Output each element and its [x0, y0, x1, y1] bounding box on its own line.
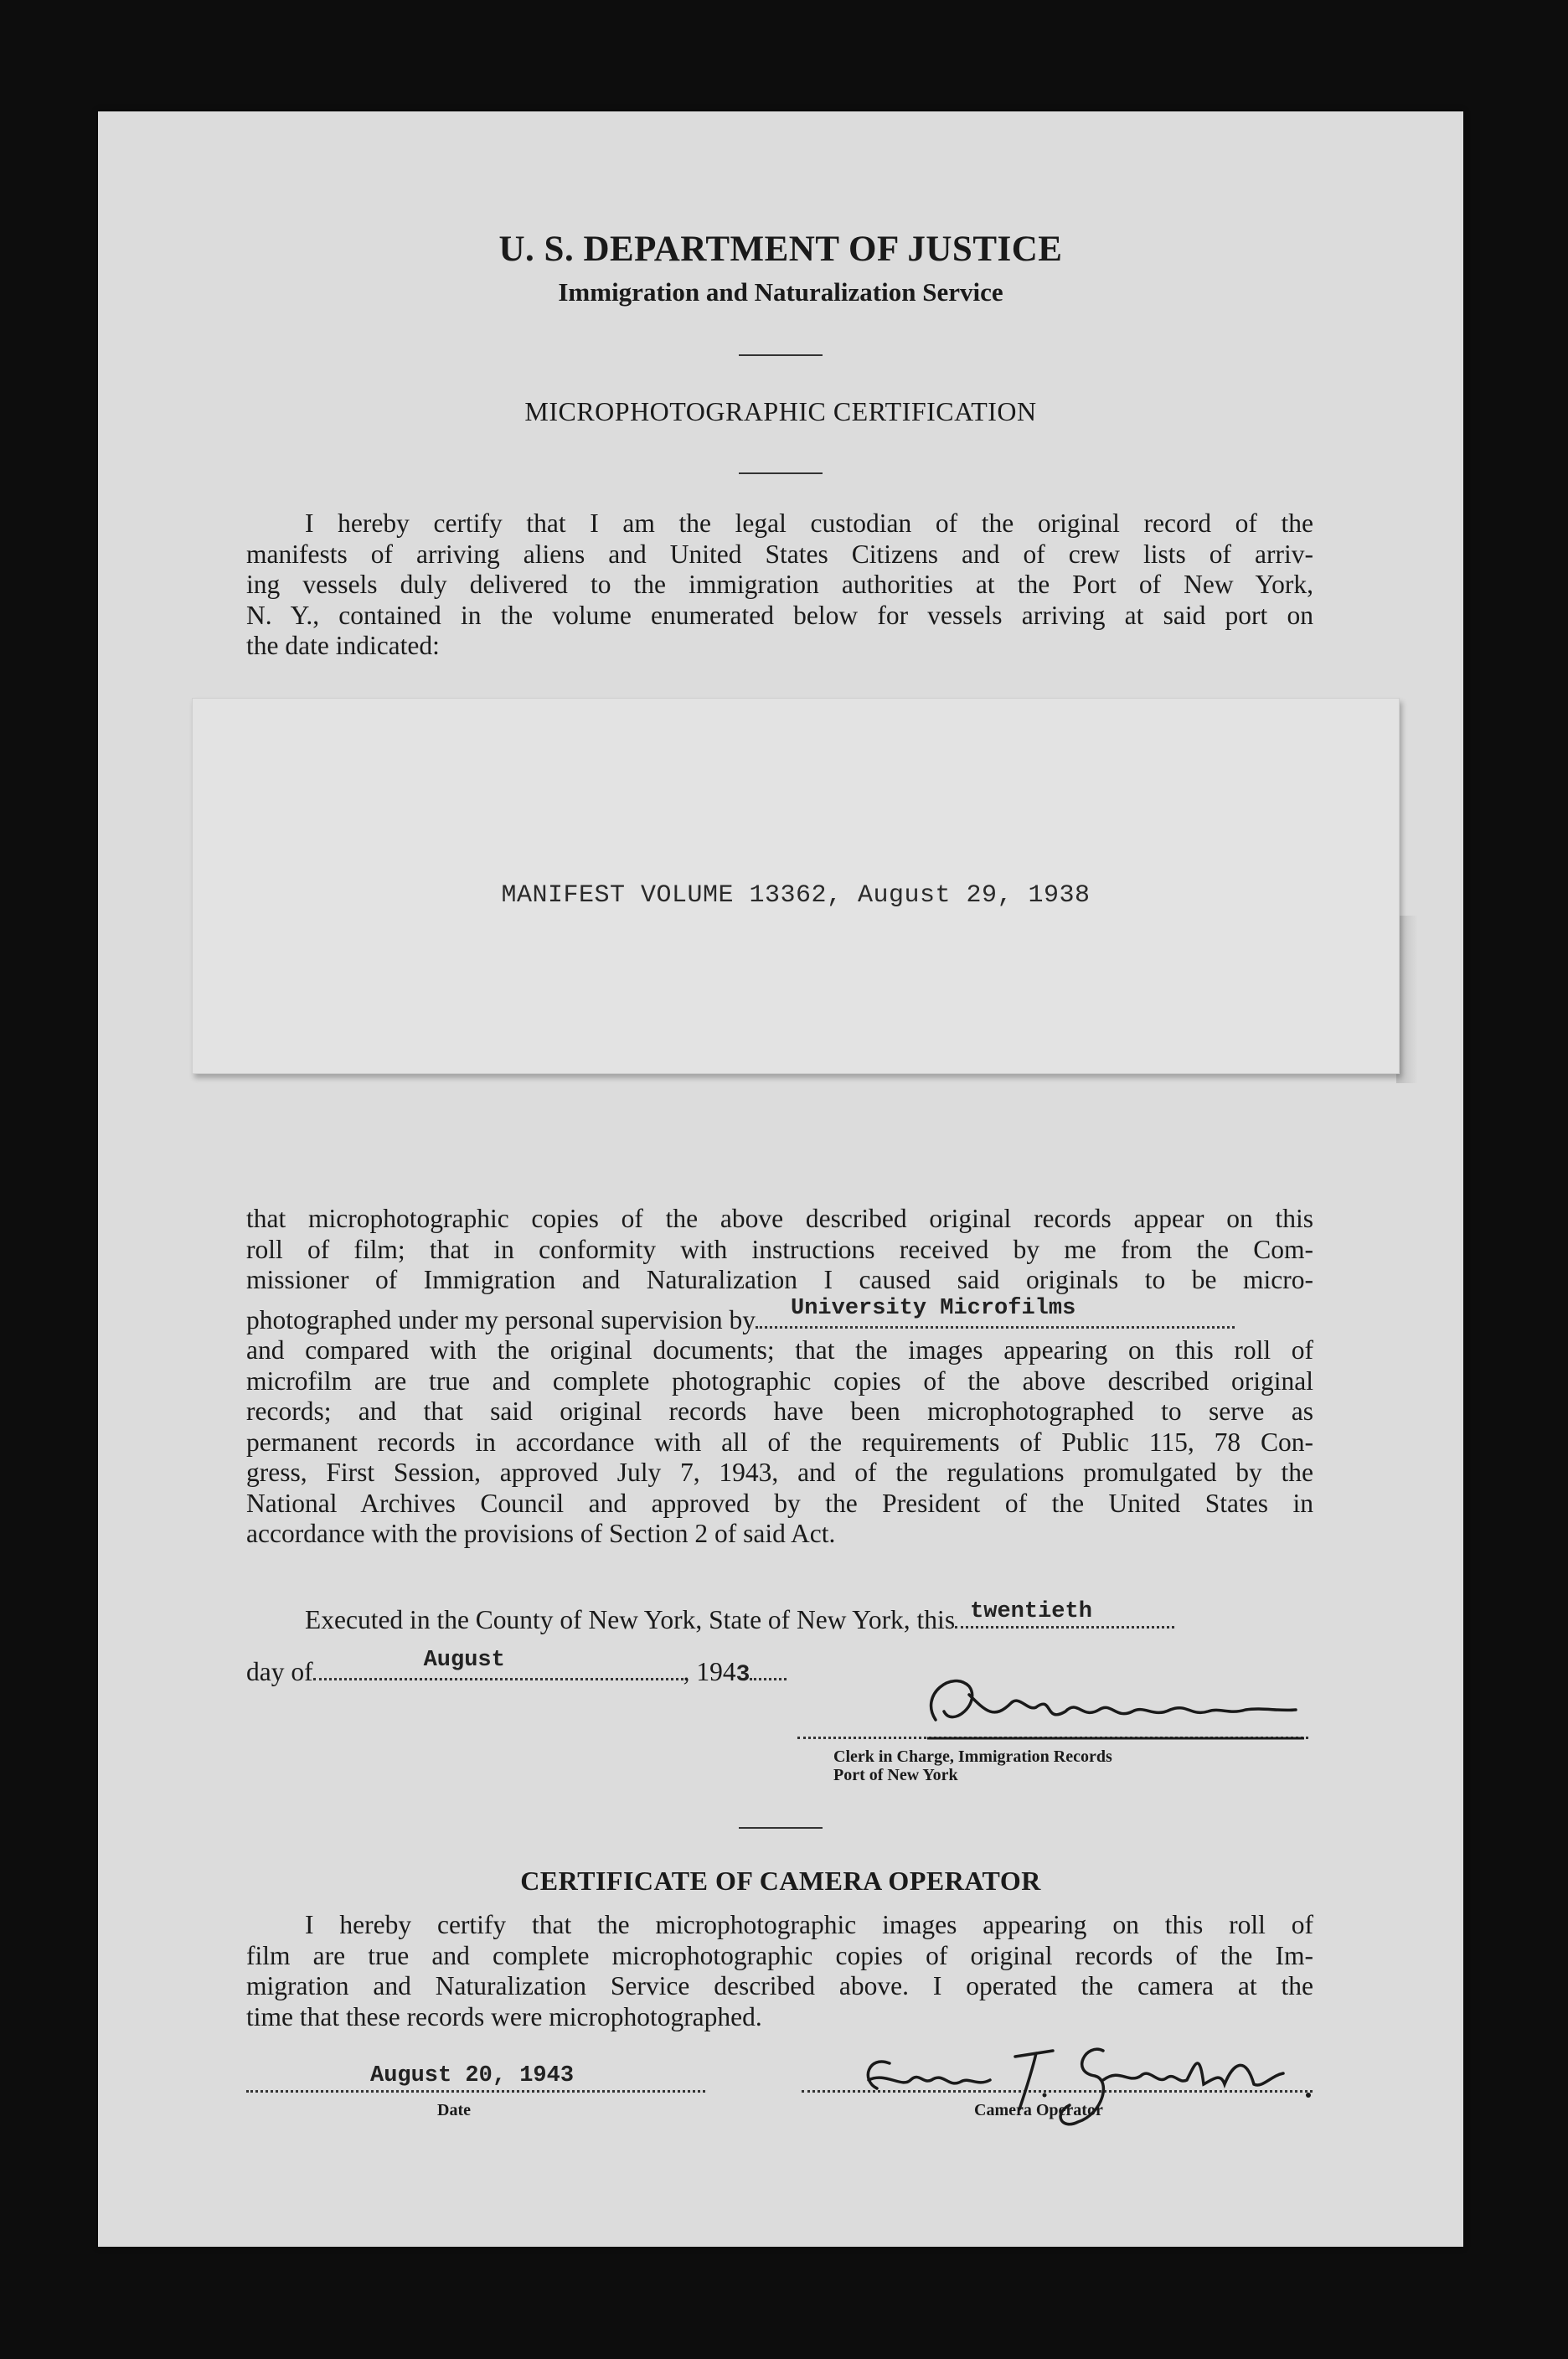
year-dots [750, 1653, 787, 1680]
body-line: missioner of Immigration and Naturalization I caused said originals to be micro- [246, 1265, 1313, 1294]
divider [739, 1827, 823, 1829]
body-line: records; and that said original records have been microphotographed to serve as [246, 1396, 1313, 1426]
camera-operator-title: CERTIFICATE OF CAMERA OPERATOR [520, 1866, 1041, 1896]
camera-line: time that these records were microphotographed. [246, 2001, 762, 2031]
body-line: permanent records in accordance with all of the requirements of Public 115, 78 Con- [246, 1427, 1313, 1457]
supervisor-name: University Microfilms [791, 1296, 1076, 1321]
manifest-slip [192, 698, 1400, 1074]
clerk-title-1: Clerk in Charge, Immigration Records [833, 1747, 1112, 1766]
date-line [246, 2090, 705, 2093]
operator-label: Camera Operator [974, 2101, 1103, 2119]
body-line: National Archives Council and approved by the President of the United States in [246, 1488, 1313, 1518]
supervision-prefix: photographed under my personal supervision by [246, 1304, 756, 1334]
year-prefix: , 194 [683, 1657, 736, 1686]
body-line: that microphotographic copies of the above described original records appear on this [246, 1204, 1313, 1233]
day-field [955, 1601, 1174, 1629]
day-of-line [246, 1648, 787, 1688]
supervision-line [246, 1296, 1313, 1336]
day-of-label: day of [246, 1657, 313, 1686]
body-line: microfilm are true and complete photographic copies of the above described original [246, 1365, 1313, 1396]
year-digit: 3 [735, 1662, 750, 1688]
intro-line: N. Y., contained in the volume enumerated below for vessels arriving at said port on [246, 600, 1313, 630]
department-title: U. S. DEPARTMENT OF JUSTICE [498, 230, 1063, 269]
intro-line: ing vessels duly delivered to the immigration authorities at the Port of New York, [246, 570, 1313, 599]
date-value: August 20, 1943 [370, 2063, 575, 2088]
camera-line: migration and Naturalization Service described above. I operated the camera at the [246, 1971, 1313, 2000]
date-label: Date [437, 2101, 471, 2119]
month-field [313, 1648, 683, 1680]
body-line: roll of film; that in conformity with instructions received by me from the Com- [246, 1234, 1313, 1264]
divider [739, 472, 823, 474]
intro-line: I hereby certify that I am the legal custodian of the original record of the [305, 508, 1313, 538]
body-line: accordance with the provisions of Section 2 of said Act. [246, 1519, 836, 1548]
intro-line: manifests of arriving aliens and United States Citizens and of crew lists of arriv- [246, 539, 1313, 569]
body-line: gress, First Session, approved July 7, 1943, and of the regulations promulgated by the [246, 1458, 1313, 1487]
executed-prefix: Executed in the County of New York, State of New York, this [305, 1605, 956, 1634]
manifest-volume-label: MANIFEST VOLUME 13362, August 29, 1938 [501, 881, 1091, 910]
divider [739, 354, 823, 356]
clerk-signature [902, 1661, 1313, 1745]
intro-line: the date indicated: [246, 631, 440, 660]
certification-title: MICROPHOTOGRAPHIC CERTIFICATION [524, 396, 1037, 426]
clerk-title-2: Port of New York [833, 1766, 958, 1784]
service-subtitle: Immigration and Naturalization Service [558, 277, 1003, 307]
certificate-page [98, 111, 1463, 2247]
camera-line: film are true and complete microphotographic copies of original records of the Im- [246, 1940, 1313, 1970]
executed-line [305, 1601, 1174, 1635]
intro-paragraph [246, 508, 1313, 662]
body-paragraph [246, 1204, 1313, 1550]
supervisor-field [756, 1296, 1235, 1329]
day-word: twentieth [970, 1599, 1092, 1624]
month-value: August [423, 1648, 505, 1673]
body-line: and compared with the original documents; that the images appearing on this roll of [246, 1335, 1313, 1365]
camera-line: I hereby certify that the microphotographic images appearing on this roll of [305, 1910, 1313, 1939]
